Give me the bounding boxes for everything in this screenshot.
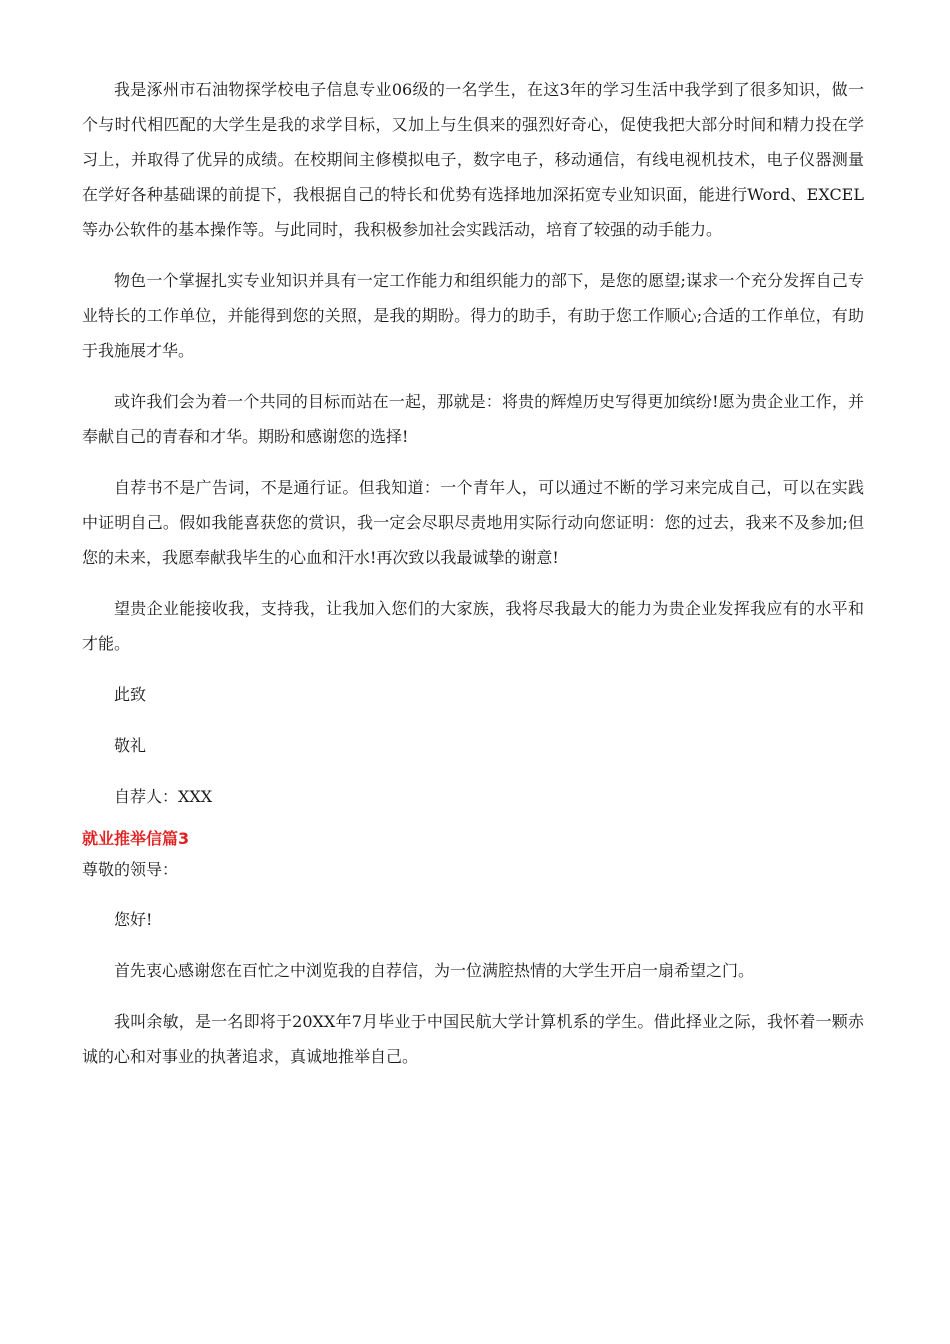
document-page xyxy=(82,72,864,1074)
closing-line-jingli: 敬礼 xyxy=(114,736,147,755)
body-paragraph: 望贵企业能接收我，支持我，让我加入您们的大家族，我将尽我最大的能力为贵企业发挥我应有的水平和才能。 xyxy=(82,599,864,653)
body-paragraph: 我是涿州市石油物探学校电子信息专业06级的一名学生，在这3年的学习生活中我学到了很多知识，做一个与时代相匹配的大学生是我的求学目标，又加上与生俱来的强烈好奇心，促使我把大部分时间和精力投在学习上，并取得了优异的成绩。在校期间主修模拟电子，数字电子，移动通信，有线电视机技术，电子仪器测量在学好各种基础课的前提下，我根据自己的特长和优势有选择地加深拓宽专业知识面，能进行Word、EXCEL等办公软件的基本操作等。与此同时，我积极参加社会实践活动，培育了较强的动手能力。 xyxy=(82,80,864,239)
salutation: 尊敬的领导： xyxy=(82,860,179,879)
greeting: 您好! xyxy=(114,910,153,929)
body-paragraph: 首先衷心感谢您在百忙之中浏览我的自荐信，为一位满腔热情的大学生开启一扇希望之门。 xyxy=(114,961,755,980)
section-heading: 就业推举信篇3 xyxy=(82,829,190,848)
body-paragraph: 或许我们会为着一个共同的目标而站在一起，那就是：将贵的辉煌历史写得更加缤纷!愿为贵企业工作，并奉献自己的青春和才华。期盼和感谢您的选择! xyxy=(82,392,864,446)
body-paragraph: 我叫余敏，是一名即将于20XX年7月毕业于中国民航大学计算机系的学生。借此择业之际，我怀着一颗赤诚的心和对事业的执著追求，真诚地推举自己。 xyxy=(82,1012,864,1066)
body-paragraph: 物色一个掌握扎实专业知识并具有一定工作能力和组织能力的部下，是您的愿望;谋求一个充分发挥自己专业特长的工作单位，并能得到您的关照，是我的期盼。得力的助手，有助于您工作顺心;合适的工作单位，有助于我施展才华。 xyxy=(82,271,864,360)
body-paragraph: 自荐书不是广告词，不是通行证。但我知道：一个青年人，可以通过不断的学习来完成自己，可以在实践中证明自己。假如我能喜获您的赏识，我一定会尽职尽责地用实际行动向您证明：您的过去，我来不及参加;但您的未来，我愿奉献我毕生的心血和汗水!再次致以我最诚挚的谢意! xyxy=(82,478,864,567)
signature-line: 自荐人：XXX xyxy=(114,787,213,806)
closing-line-cizhi: 此致 xyxy=(114,685,147,704)
